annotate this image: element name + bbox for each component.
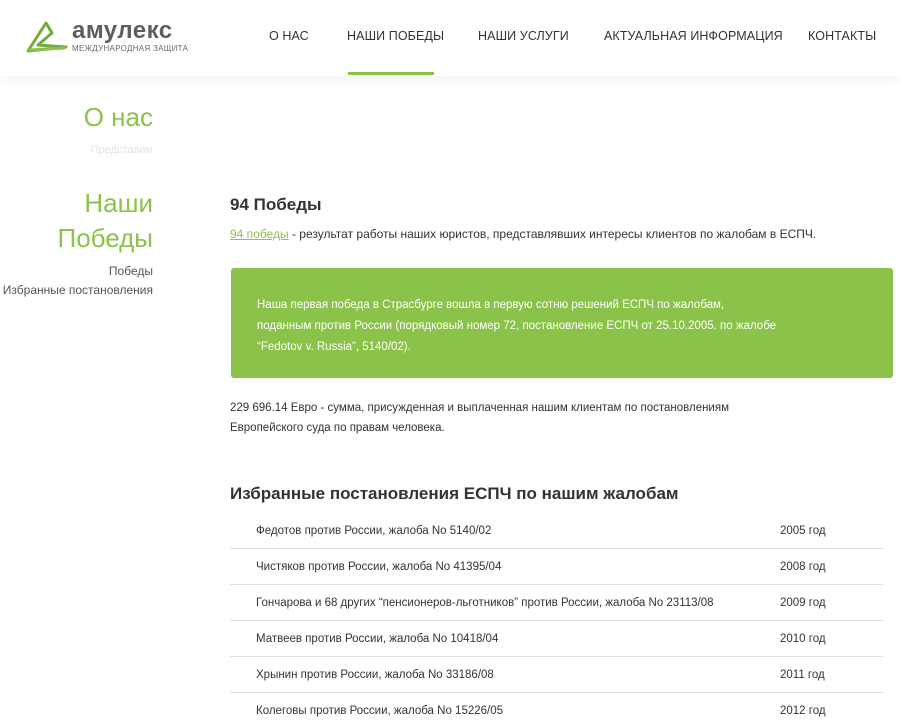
table-row[interactable]	[230, 585, 883, 621]
case-year: 2005 год	[780, 525, 826, 537]
nav-item-wins[interactable]: НАШИ ПОБЕДЫ	[347, 29, 445, 43]
logo-triangle-icon	[26, 19, 70, 53]
case-title: Матвеев против России, жалоба No 10418/04	[256, 633, 499, 645]
table-row[interactable]	[230, 549, 883, 585]
nav-item-news[interactable]: АКТУАЛЬНАЯ ИНФОРМАЦИЯ	[604, 29, 783, 43]
wins-intro-link[interactable]: 94 победы	[230, 227, 289, 241]
logo-tagline: МЕЖДУНАРОДНАЯ ЗАЩИТА	[72, 43, 189, 53]
decisions-heading: Избранные постановления ЕСПЧ по нашим жалобам	[230, 484, 679, 503]
table-row[interactable]	[230, 621, 883, 657]
first-win-callout	[231, 268, 893, 378]
table-row[interactable]	[230, 513, 883, 549]
sidebar-link-wins[interactable]: Победы	[108, 264, 153, 278]
logo-name: амулекс	[72, 16, 173, 44]
sidebar-about-subtitle: Представим	[90, 144, 153, 156]
case-title: Колеговы против России, жалоба No 15226/05	[256, 705, 504, 717]
sidebar-link-decisions[interactable]: Избранные постановления	[2, 283, 153, 297]
case-title: Хрынин против России, жалоба No 33186/08	[256, 669, 494, 681]
case-title: Чистяков против России, жалоба No 41395/04	[256, 561, 502, 573]
sidebar-about-title[interactable]: О нас	[83, 102, 153, 132]
decisions-table	[230, 513, 883, 728]
wins-heading: 94 Победы	[230, 195, 322, 214]
site-logo[interactable]	[26, 16, 196, 56]
table-row[interactable]	[230, 693, 883, 728]
case-year: 2009 год	[780, 597, 826, 609]
nav-active-indicator	[348, 72, 434, 75]
case-year: 2012 год	[780, 705, 826, 717]
callout-text: Наша первая победа в Страсбурге вошла в первую сотню решений ЕСПЧ по жалобам, поданным против России (порядковый номер 72, постановление ЕСПЧ от 25.10.2005. по жалобе “Fedotov v. Russia”, 5140/02).	[257, 299, 777, 353]
wins-intro	[230, 227, 816, 241]
table-row[interactable]	[230, 657, 883, 693]
sidebar-wins-title-line1[interactable]: Наши	[84, 188, 153, 218]
sidebar-wins-title-line2[interactable]: Победы	[57, 223, 153, 253]
nav-item-contacts[interactable]: КОНТАКТЫ	[808, 29, 877, 43]
award-summary: 229 696.14 Евро - сумма, присужденная и выплаченная нашим клиентам по постановлениям Европейского суда по правам человека.	[230, 402, 729, 434]
case-year: 2008 год	[780, 561, 826, 573]
case-year: 2010 год	[780, 633, 826, 645]
case-year: 2011 год	[780, 669, 825, 681]
wins-intro-text: - результат работы наших юристов, представлявших интересы клиентов по жалобам в ЕСПЧ.	[288, 227, 817, 241]
nav-item-about[interactable]: О НАС	[269, 29, 309, 43]
nav-item-services[interactable]: НАШИ УСЛУГИ	[478, 29, 569, 43]
site-header	[0, 0, 900, 76]
case-title: Федотов против России, жалоба No 5140/02	[256, 525, 492, 537]
case-title: Гончарова и 68 других “пенсионеров-льготников” против России, жалоба No 23113/08	[256, 597, 714, 609]
